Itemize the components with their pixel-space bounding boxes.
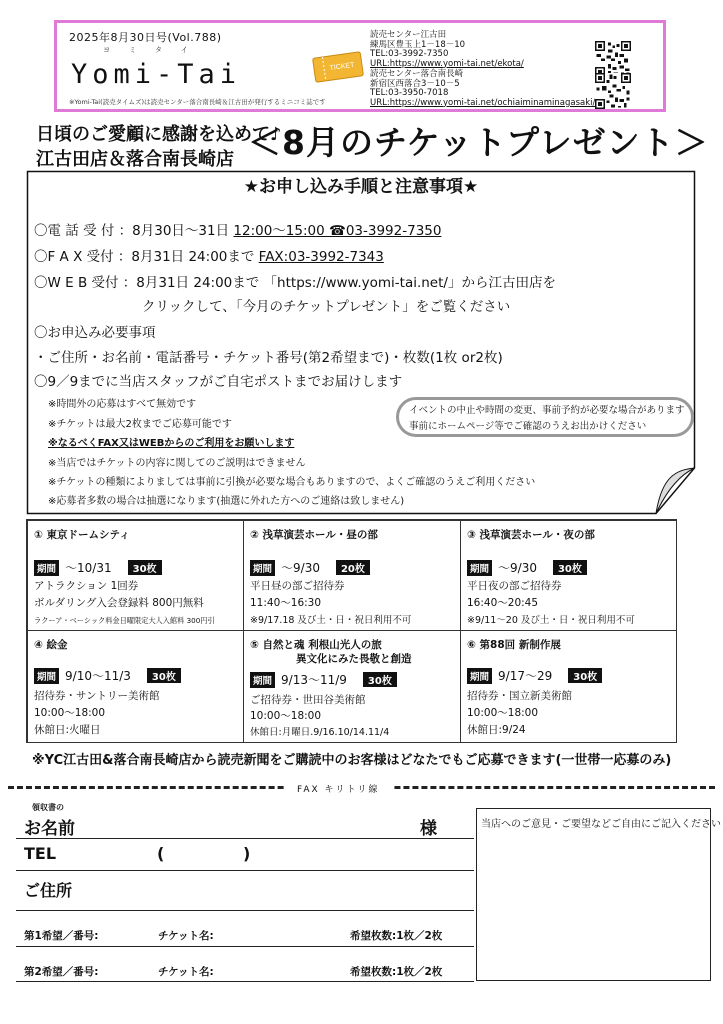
- issue-date: 2025年8月30日号(Vol.788): [69, 31, 222, 44]
- tel-paren-close: ): [243, 844, 251, 863]
- choice1-field[interactable]: [220, 922, 345, 944]
- ticket-icon-label: TICKET: [329, 61, 355, 73]
- ticket-detail: 10:00～18:00: [250, 710, 322, 722]
- note-max: ※チケットは最大2枚までご応募可能です: [48, 419, 232, 430]
- ticket-period: [34, 667, 181, 684]
- fax-number[interactable]: FAX:03-3992-7343: [258, 249, 384, 265]
- choice1-qty[interactable]: 希望枚数:1枚／2枚: [350, 930, 443, 942]
- ticket-period: [467, 559, 587, 576]
- choice2-label: 第2希望／番号:: [24, 966, 99, 978]
- phone-time[interactable]: 12:00～15:00 ☎03-3992-7350: [233, 223, 442, 239]
- ticket-count: 30枚: [568, 668, 602, 683]
- store-ekota-address: 練馬区豊玉上1－18－10: [370, 39, 466, 50]
- divider: [16, 870, 474, 871]
- choice2-qty[interactable]: 希望枚数:1枚／2枚: [350, 966, 443, 978]
- qr-code-icon[interactable]: [595, 73, 631, 109]
- ticket-detail: 10:00～18:00: [467, 707, 539, 719]
- ticket-detail: ご招待券・世田谷美術館: [250, 694, 366, 706]
- store-ekota: [370, 31, 524, 69]
- address-label: ご住所: [24, 881, 73, 900]
- period-value: ～10/31: [65, 561, 112, 575]
- period-tag: 期間: [467, 668, 492, 684]
- ticket-title: ③ 浅草演芸ホール・夜の部: [467, 529, 595, 541]
- ticket-card[interactable]: [460, 520, 677, 631]
- ticket-detail: 10:00～18:00: [34, 707, 106, 719]
- requirements-items: ・ご住所・お名前・電話番号・チケット番号(第2希望まで)・枚数(1枚 or2枚): [34, 350, 503, 366]
- caution-box: [396, 397, 694, 437]
- receipt-label: 領収書の: [32, 803, 64, 812]
- ticket-count: 30枚: [553, 560, 587, 575]
- tel-field[interactable]: [90, 842, 470, 868]
- newsletter-header: [54, 20, 666, 112]
- address-field[interactable]: [90, 874, 470, 908]
- ticket-count: 20枚: [336, 560, 370, 575]
- ticket-detail: アトラクション 1回券: [34, 580, 139, 592]
- logo-ruby: ヨミタイ: [103, 46, 207, 54]
- note-fax-web: ※なるべくFAX又はWEBからのご利用をお願いします: [48, 438, 295, 449]
- tel-paren-open: (: [157, 844, 165, 863]
- ticket-title: ④ 絵金: [34, 639, 68, 651]
- comment-label: 当店へのご意見・ご要望などご自由にご記入ください: [481, 819, 721, 830]
- ticket-card[interactable]: [243, 520, 461, 631]
- ticket-grid: [26, 519, 677, 743]
- store-ochiai: [370, 70, 595, 108]
- period-value: 9/13～11/9: [281, 673, 347, 687]
- phone-label: 〇電 話 受 付 ：8月30日～31日: [34, 223, 234, 239]
- note-exchange: ※チケットの種類によりましては事前に引換が必要な場合もありますので、よくご確認のうえご利用ください: [48, 477, 536, 488]
- note-no-explain: ※当店ではチケットの内容に関してのご説明はできません: [48, 458, 306, 469]
- ticket-detail: ラクーア・ベーシック料金日曜限定大人入館料 300円引: [34, 616, 215, 625]
- delivery-note: 〇9／9までに当店スタッフがご自宅ポストまでお届けします: [34, 374, 403, 390]
- ticket-title: ② 浅草演芸ホール・昼の部: [250, 529, 378, 541]
- store-ekota-url[interactable]: URL:https://www.yomi-tai.net/ekota/: [370, 58, 524, 69]
- caution-line-2: 事前にホームページ等でご確認のうえお出かけください: [409, 421, 647, 432]
- ticket-detail: 招待券・サントリー美術館: [34, 690, 160, 702]
- choice2-field[interactable]: [220, 958, 345, 980]
- name-label: お名前: [24, 819, 75, 839]
- note-lottery: ※応募者多数の場合は抽選になります(抽選に外れた方へのご連絡は致しません): [48, 496, 405, 507]
- choice1-label: 第1希望／番号:: [24, 930, 99, 942]
- store-ochiai-tel: TEL:03-3950-7018: [370, 88, 449, 98]
- period-value: 9/10～11/3: [65, 669, 131, 683]
- ticket-detail: 休館日:9/24: [467, 724, 526, 736]
- logo: Yomi-Tai: [71, 59, 242, 90]
- ticket-card[interactable]: [27, 630, 244, 743]
- divider: [16, 946, 474, 947]
- period-value: ～9/30: [281, 561, 320, 575]
- title-stores: 江古田店＆落合南長崎店: [36, 149, 234, 170]
- title-greeting: 日頃のご愛顧に感謝を込めて♪: [36, 124, 282, 145]
- divider: [16, 838, 474, 839]
- ticket-card[interactable]: [460, 630, 677, 743]
- ticket-title: ① 東京ドームシティ: [34, 529, 130, 541]
- store-ekota-name: 読売センター江古田: [370, 30, 447, 40]
- ticket-detail: ボルダリング入会登録料 800円無料: [34, 597, 204, 609]
- ticket-detail: 平日昼の部ご招待券: [250, 580, 345, 592]
- ticket-title: ⑥ 第88回 新制作展: [467, 639, 561, 651]
- ticket-count: 30枚: [128, 560, 162, 575]
- divider: [16, 910, 474, 911]
- ticket-detail: ※9/11～20 及び土・日・祝日利用不可: [467, 615, 635, 626]
- ticket-period: [250, 671, 397, 688]
- requirements-title: 〇お申込み必要事項: [34, 325, 156, 341]
- store-ochiai-address: 新宿区西落合3－10－5: [370, 78, 460, 89]
- web-line: 〇W E B 受付 ：8月31日 24:00まで 「https://www.yomi-tai.net/」から江古田店を: [34, 275, 556, 291]
- ticket-detail: 休館日:月曜日.9/16.10/14.11/4: [250, 727, 390, 738]
- store-ochiai-url[interactable]: URL:https://www.yomi-tai.net/ochiaiminaminagasaki/: [370, 97, 596, 108]
- ticket-detail: 招待券・国立新美術館: [467, 690, 572, 702]
- period-tag: 期間: [34, 560, 59, 576]
- notice-title: ★お申し込み手順と注意事項★: [243, 177, 479, 197]
- store-ochiai-name: 読売センター落合南長崎: [370, 69, 464, 79]
- fax-cut-label: FAX キリトリ線: [285, 782, 392, 795]
- tel-label: TEL: [24, 844, 57, 863]
- ticket-detail: 16:40～20:45: [467, 597, 539, 609]
- choice2-ticket-label: チケット名:: [158, 966, 214, 978]
- store-ekota-tel: TEL:03-3992-7350: [370, 49, 449, 59]
- ticket-detail: ※9/17.18 及び土・日・祝日利用不可: [250, 615, 412, 626]
- period-value: ～9/30: [498, 561, 537, 575]
- ticket-detail: 平日夜の部ご招待券: [467, 580, 562, 592]
- divider: [16, 981, 474, 982]
- ticket-detail: 休館日:火曜日: [34, 724, 101, 736]
- fax-label: 〇F A X 受付 ：8月31日 24:00まで: [34, 249, 259, 265]
- ticket-count: 30枚: [363, 672, 397, 687]
- period-tag: 期間: [250, 672, 275, 688]
- fax-line: [34, 245, 384, 265]
- ticket-period: [467, 667, 602, 684]
- ticket-period: [250, 559, 370, 576]
- ticket-card[interactable]: [243, 630, 461, 743]
- name-field[interactable]: [90, 812, 410, 838]
- comment-box[interactable]: [476, 808, 721, 981]
- ticket-period: [34, 559, 162, 576]
- ticket-icon: [310, 49, 366, 85]
- ticket-detail: 11:40～16:30: [250, 597, 322, 609]
- ticket-card[interactable]: [27, 520, 244, 631]
- phone-line: [34, 219, 441, 239]
- ticket-count: 30枚: [147, 668, 181, 683]
- caution-line-1: イベントの中止や時間の変更、事前予約が必要な場合があります: [409, 405, 685, 416]
- application-notice: [26, 170, 696, 515]
- logo-note: ※Yomi-Tai(読売タイムズ)は読売センター落合南長崎＆江古田が発行するミニコミ誌です: [69, 98, 326, 106]
- choice1-ticket-label: チケット名:: [158, 930, 214, 942]
- note-invalid: ※時間外の応募はすべて無効です: [48, 399, 197, 410]
- eligibility-note: ※YC江古田&落合南長崎店から読売新聞をご購読中のお客様はどなたでもご応募できます(一世帯一応募のみ): [32, 753, 672, 768]
- ticket-subtitle: 異文化にみた畏敬と創造: [296, 653, 412, 665]
- ticket-title: ⑤ 自然と魂 利根山光人の旅: [250, 639, 382, 651]
- page-title: ＜8月のチケットプレゼント＞: [248, 123, 709, 162]
- period-tag: 期間: [250, 560, 275, 576]
- period-tag: 期間: [467, 560, 492, 576]
- period-value: 9/17～29: [498, 669, 553, 683]
- qr-code-icon[interactable]: [595, 41, 631, 77]
- period-tag: 期間: [34, 668, 59, 684]
- sama-label: 様: [420, 819, 437, 839]
- web-line-2: クリックして、「今月のチケットプレゼント」をご覧ください: [142, 299, 511, 315]
